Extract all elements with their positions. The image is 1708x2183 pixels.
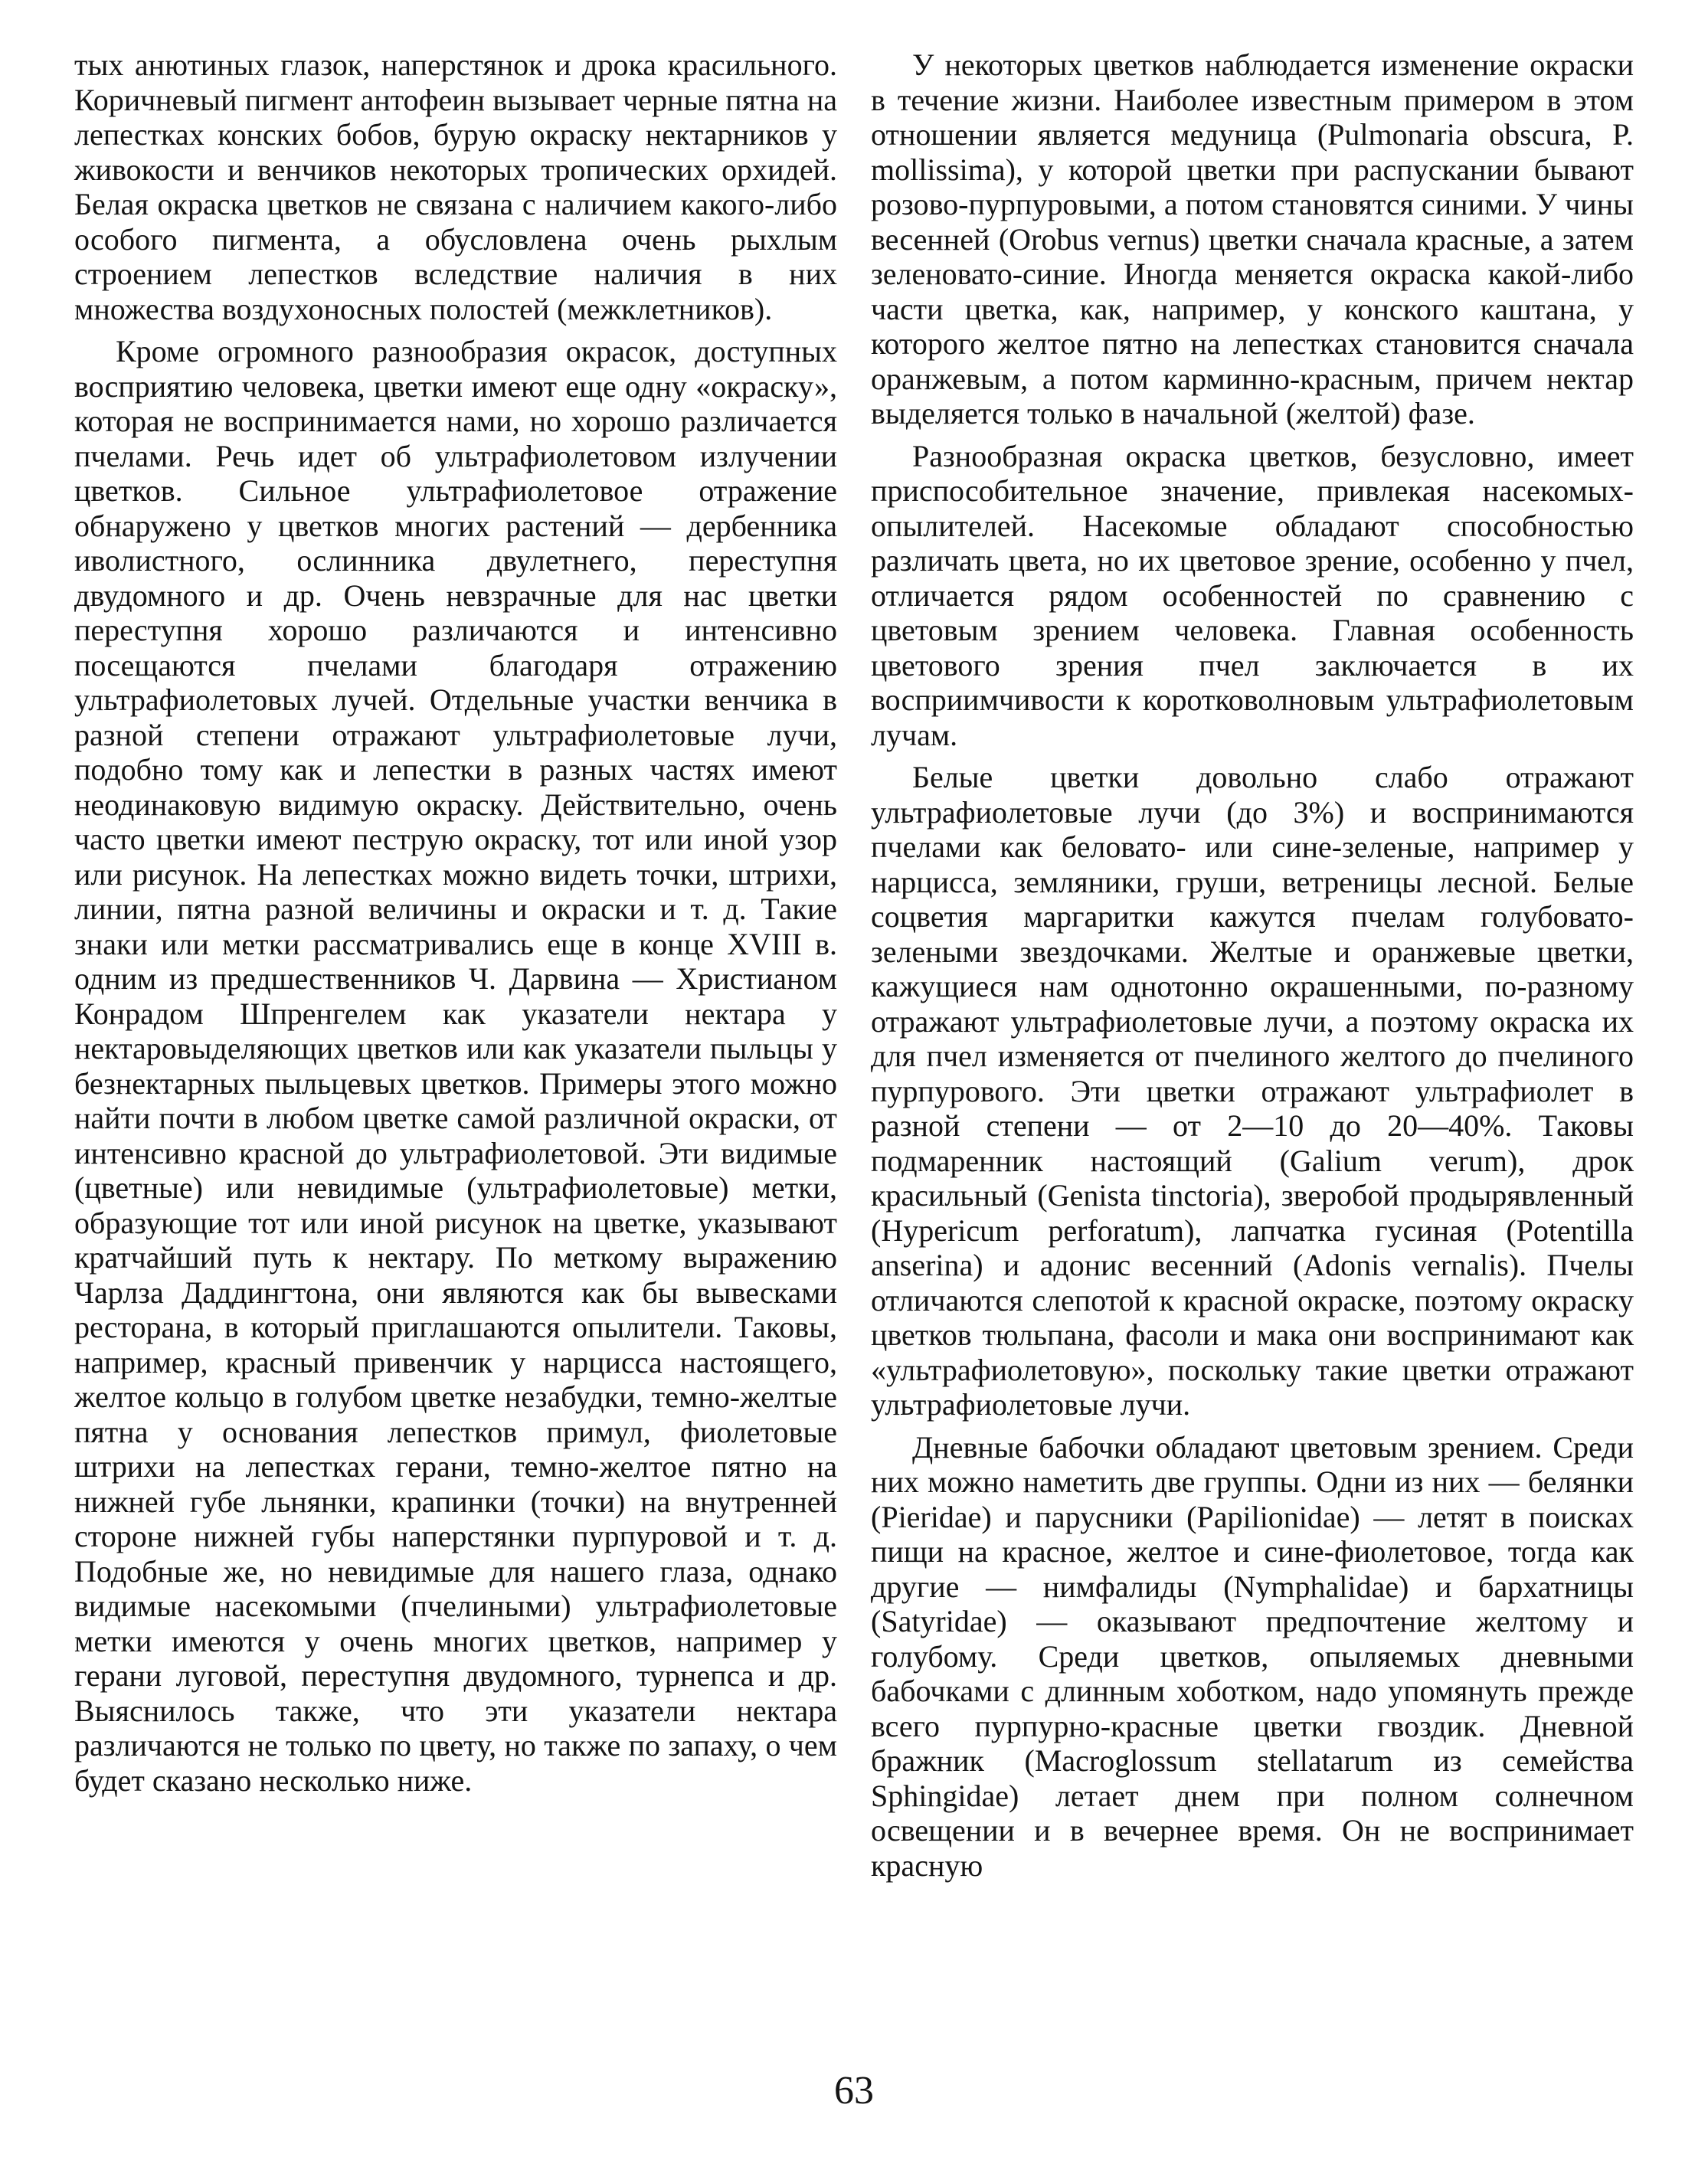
right-column: [871, 47, 1634, 1883]
paragraph: Белые цветки довольно слабо отражают ультрафиолетовые лучи (до 3%) и воспринимаются пчелами как беловато- или сине-зеленые, например у нарцисса, земляники, груши, ветреницы лесной. Белые соцветия маргаритки кажутся пчелам голубовато-зелеными звездочками. Желтые и оранжевые цветки, кажущиеся нам однотонно окрашенными, по-разному отражают ультрафиолетовые лучи, а поэтому окраска их для пчел изменяется от пчелиного желтого до пчелиного пурпурового. Эти цветки отражают ультрафиолет в разной степени — от 2—10 до 20—40%. Таковы подмаренник настоящий (Galium verum), дрок красильный (Genista tinctoria), зверобой продырявленный (Hypericum perforatum), лапчатка гусиная (Potentilla anserina) и адонис весенний (Adonis vernalis). Пчелы отличаются слепотой к красной окраске, поэтому окраску цветков тюльпана, фасоли и мака они воспринимают как «ультрафиолетовую», поскольку такие цветки отражают ультрафиолетовые лучи.: [871, 760, 1634, 1422]
paragraph: тых анютиных глазок, наперстянок и дрока красильного. Коричневый пигмент антофеин вызывает черные пятна на лепестках конских бобов, бурую окраску нектарников у живокости и венчиков некоторых тропических орхидей. Белая окраска цветков не связана с наличием какого-либо особого пигмента, а обусловлена очень рыхлым строением лепестков вследствие наличия в них множества воздухоносных полостей (межклетников).: [74, 47, 837, 326]
paragraph: У некоторых цветков наблюдается изменение окраски в течение жизни. Наиболее известным примером в этом отношении является медуница (Pulmonaria obscura, P. mollissima), у которой цветки при распускании бывают розово-пурпуровыми, а потом становятся синими. У чины весенней (Orobus vernus) цветки сначала красные, а затем зеленовато-синие. Иногда меняется окраска какой-либо части цветка, как, например, у конского каштана, у которого желтое пятно на лепестках становится сначала оранжевым, а потом карминно-красным, причем нектар выделяется только в начальной (желтой) фазе.: [871, 47, 1634, 430]
page-number: 63: [834, 2069, 874, 2113]
left-column: [74, 47, 837, 1798]
paragraph: Разнообразная окраска цветков, безусловно, имеет приспособительное значение, привлекая насекомых-опылителей. Насекомые обладают способностью различать цвета, но их цветовое зрение, особенно у пчел, отличается рядом особенностей по сравнению с цветовым зрением человека. Главная особенность цветового зрения пчел заключается в их восприимчивости к коротковолновым ультрафиолетовым лучам.: [871, 438, 1634, 752]
paragraph: Дневные бабочки обладают цветовым зрением. Среди них можно наметить две группы. Одни из них — белянки (Pieridae) и парусники (Papilionidae) — летят в поисках пищи на красное, желтое и сине-фиолетовое, тогда как другие — нимфалиды (Nymphalidae) и бархатницы (Satyridae) — оказывают предпочтение желтому и голубому. Среди цветков, опыляемых дневными бабочками с длинным хоботком, надо упомянуть прежде всего пурпурно-красные цветки гвоздик. Дневной бражник (Macroglossum stellatarum из семейства Sphingidae) летает днем при полном солнечном освещении и в вечернее время. Он не воспринимает красную: [871, 1429, 1634, 1883]
paragraph: Кроме огромного разнообразия окрасок, доступных восприятию человека, цветки имеют еще одну «окраску», которая не воспринимается нами, но хорошо различается пчелами. Речь идет об ультрафиолетовом излучении цветков. Сильное ультрафиолетовое отражение обнаружено у цветков многих растений — дербенника иволистного, ослинника двулетнего, переступня двудомного и др. Очень невзрачные для нас цветки переступня хорошо различаются и интенсивно посещаются пчелами благодаря отражению ультрафиолетовых лучей. Отдельные участки венчика в разной степени отражают ультрафиолетовые лучи, подобно тому как и лепестки в разных частях имеют неодинаковую видимую окраску. Действительно, очень часто цветки имеют пеструю окраску, тот или иной узор или рисунок. На лепестках можно видеть точки, штрихи, линии, пятна разной величины и окраски и т. д. Такие знаки или метки рассматривались еще в конце XVIII в. одним из предшественников Ч. Дарвина — Христианом Конрадом Шпренгелем как указатели нектара у нектаровыделяющих цветков или как указатели пыльцы у безнектарных пыльцевых цветков. Примеры этого можно найти почти в любом цветке самой различной окраски, от интенсивно красной до ультрафиолетовой. Эти видимые (цветные) или невидимые (ультрафиолетовые) метки, образующие тот или иной рисунок на цветке, указывают кратчайший путь к нектару. По меткому выражению Чарлза Даддингтона, они являются как бы вывесками ресторана, в который приглашаются опылители. Таковы, например, красный привенчик у нарцисса настоящего, желтое кольцо в голубом цветке незабудки, темно-желтые пятна у основания лепестков примул, фиолетовые штрихи на лепестках герани, темно-желтое пятно на нижней губе льнянки, крапинки (точки) на внутренней стороне нижней губы наперстянки пурпуровой и т. д. Подобные же, но невидимые для нашего глаза, однако видимые насекомыми (пчелиными) ультрафиолетовые метки имеются у очень многих цветков, например у герани луговой, переступня двудомного, турнепса и др. Выяснилось также, что эти указатели нектара различаются не только по цвету, но также по запаху, о чем будет сказано несколько ниже.: [74, 334, 837, 1798]
